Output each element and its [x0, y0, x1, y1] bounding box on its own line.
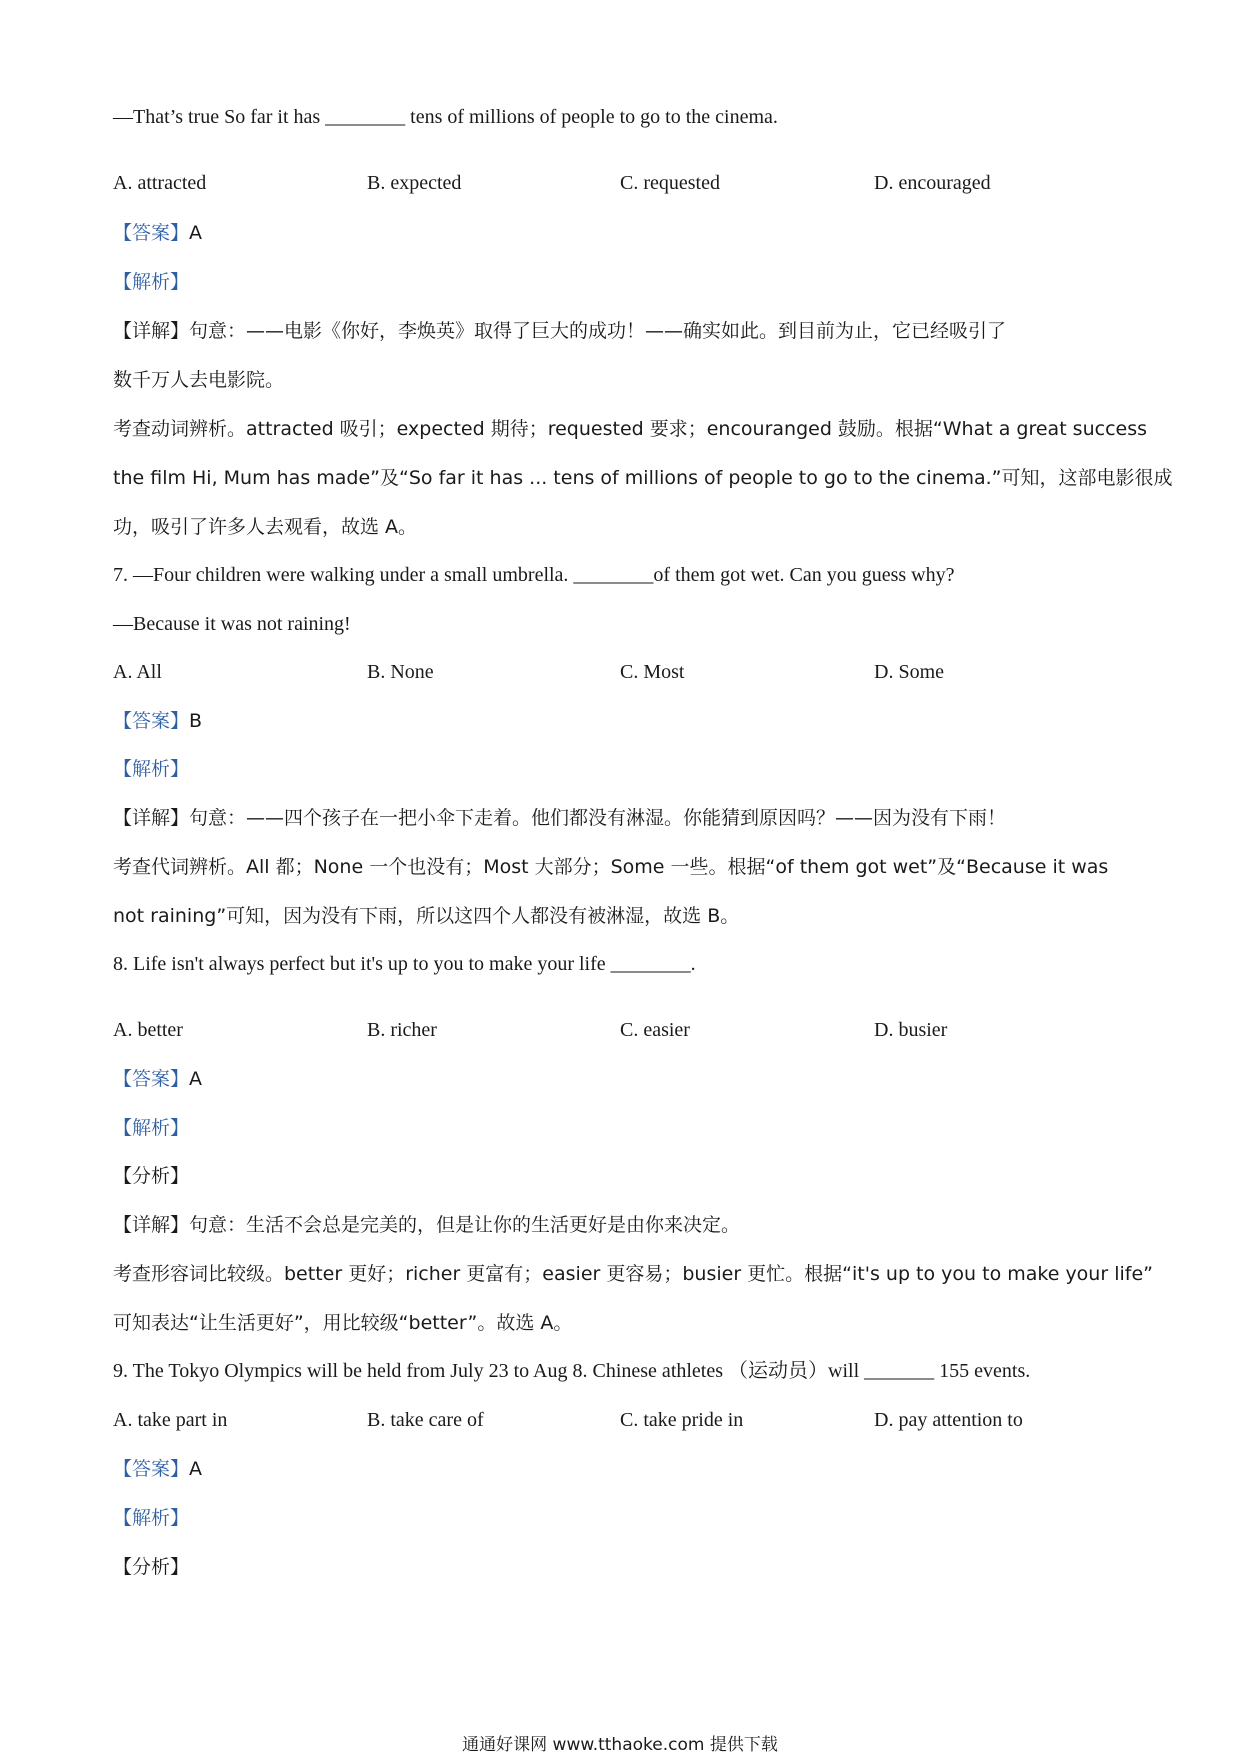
answer-value: A [189, 222, 203, 244]
q6-option-a: A. attracted [113, 172, 207, 194]
page-footer: 通通好课网 www.tthaoke.com 提供下载 [462, 1735, 778, 1755]
q6-answer [113, 220, 202, 246]
question-8-stem: 8. Life isn't always perfect but it's up to you to make your life ________. [113, 953, 696, 975]
q9-option-d: D. pay attention to [874, 1409, 1023, 1431]
q7-answer: 【答案】B [113, 710, 203, 732]
q7-option-c: C. Most [620, 661, 685, 683]
q6-detail-line-1: 【详解】句意：——电影《你好，李焕英》取得了巨大的成功！——确实如此。到目前为止，它已经吸引了 [113, 320, 1007, 342]
question-9-stem: 9. The Tokyo Olympics will be held from July 23 to Aug 8. Chinese athletes （运动员）will _______ 155 events. [113, 1360, 1031, 1382]
q6-detail-line-2: 数千万人去电影院。 [113, 369, 285, 391]
question-7-stem: 7. —Four children were walking under a small umbrella. ________of them got wet. Can you guess why? [113, 564, 955, 586]
q7-detail-line-1: 【详解】句意：——四个孩子在一把小伞下走着。他们都没有淋湿。你能猜到原因吗？——因为没有下雨！ [113, 807, 1007, 829]
q8-fenxi-tag: 【分析】 [113, 1165, 190, 1187]
q8-detail-line-2: 考查形容词比较级。better 更好；richer 更富有；easier 更容易；busier 更忙。根据“it's up to you to make your life” [113, 1263, 1153, 1285]
q8-option-d: D. busier [874, 1019, 948, 1041]
q8-detail-line-3: 可知表达“让生活更好”，用比较级“better”。故选 A。 [113, 1312, 573, 1334]
question-7-reply: —Because it was not raining! [113, 613, 351, 635]
q9-answer: 【答案】A [113, 1458, 203, 1480]
q7-detail-line-3: not raining”可知，因为没有下雨，所以这四个人都没有被淋湿，故选 B。 [113, 905, 740, 927]
q6-detail-line-5: 功，吸引了许多人去观看，故选 A。 [113, 516, 418, 538]
q9-option-b: B. take care of [367, 1409, 484, 1431]
q6-analysis-tag: 【解析】 [113, 271, 190, 293]
q7-option-b: B. None [367, 661, 434, 683]
q9-analysis-tag: 【解析】 [113, 1507, 190, 1529]
q6-detail-line-3: 考查动词辨析。attracted 吸引；expected 期待；requested 要求；encouranged 鼓励。根据“What a great success [113, 418, 1148, 440]
q8-option-b: B. richer [367, 1019, 437, 1041]
q8-answer: 【答案】A [113, 1068, 203, 1090]
q6-option-d: D. encouraged [874, 172, 991, 194]
q6-option-c: C. requested [620, 172, 720, 194]
q9-option-a: A. take part in [113, 1409, 228, 1431]
q6-option-b: B. expected [367, 172, 462, 194]
q8-analysis-tag: 【解析】 [113, 1117, 190, 1139]
q7-analysis-tag: 【解析】 [113, 758, 190, 780]
q9-fenxi-tag: 【分析】 [113, 1556, 190, 1578]
q6-detail-line-4: the film Hi, Mum has made”及“So far it has ... tens of millions of people to go to the cinema.”可知，这部电影很成 [113, 467, 1173, 489]
q7-detail-line-2: 考查代词辨析。All 都；None 一个也没有；Most 大部分；Some 一些。根据“of them got wet”及“Because it was [113, 856, 1109, 878]
answer-tag: 【答案】 [113, 222, 190, 244]
q7-option-a: A. All [113, 661, 162, 683]
q8-option-a: A. better [113, 1019, 183, 1041]
q8-option-c: C. easier [620, 1019, 690, 1041]
q9-option-c: C. take pride in [620, 1409, 744, 1431]
q7-option-d: D. Some [874, 661, 944, 683]
q8-detail-line-1: 【详解】句意：生活不会总是完美的，但是让你的生活更好是由你来决定。 [113, 1214, 741, 1236]
question-6-stem-line: —That’s true So far it has ________ tens of millions of people to go to the cinema. [113, 106, 778, 128]
